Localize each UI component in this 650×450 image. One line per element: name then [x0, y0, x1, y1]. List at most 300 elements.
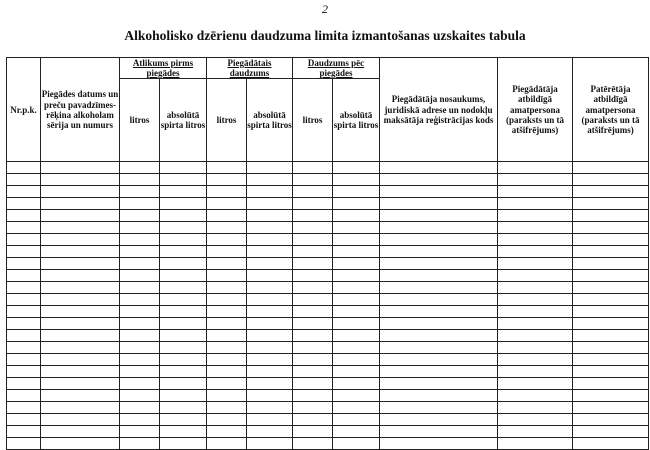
header-nr: Nr.p.k.: [7, 58, 41, 162]
table-cell[interactable]: [207, 198, 247, 210]
table-cell[interactable]: [120, 270, 160, 282]
table-cell[interactable]: [293, 162, 333, 174]
table-cell[interactable]: [120, 402, 160, 414]
table-cell[interactable]: [247, 378, 293, 390]
table-cell[interactable]: [207, 234, 247, 246]
table-cell[interactable]: [41, 318, 120, 330]
table-cell[interactable]: [41, 414, 120, 426]
table-cell[interactable]: [380, 306, 498, 318]
table-cell[interactable]: [573, 414, 649, 426]
table-cell[interactable]: [160, 234, 207, 246]
table-cell[interactable]: [498, 330, 573, 342]
table-cell[interactable]: [207, 186, 247, 198]
table-cell[interactable]: [293, 366, 333, 378]
table-cell[interactable]: [160, 366, 207, 378]
table-cell[interactable]: [7, 210, 41, 222]
table-cell[interactable]: [380, 198, 498, 210]
table-cell[interactable]: [7, 318, 41, 330]
table-cell[interactable]: [7, 426, 41, 438]
table-cell[interactable]: [498, 282, 573, 294]
table-cell[interactable]: [7, 402, 41, 414]
table-cell[interactable]: [247, 246, 293, 258]
table-cell[interactable]: [120, 198, 160, 210]
table-cell[interactable]: [41, 402, 120, 414]
table-cell[interactable]: [160, 246, 207, 258]
table-cell[interactable]: [293, 390, 333, 402]
table-cell[interactable]: [120, 306, 160, 318]
table-cell[interactable]: [160, 354, 207, 366]
table-cell[interactable]: [293, 414, 333, 426]
table-cell[interactable]: [573, 366, 649, 378]
table-cell[interactable]: [293, 354, 333, 366]
header-supplier: Piegādātāja nosaukums, juridiskā adrese un nodokļu maksātāja reģistrācijas kods: [380, 58, 498, 162]
table-cell[interactable]: [380, 354, 498, 366]
table-cell[interactable]: [120, 174, 160, 186]
header-consumer-official: Patērētāja atbildīgā amatpersona (paraksts un tā atšifrējums): [573, 58, 649, 162]
table-cell[interactable]: [293, 174, 333, 186]
table-cell[interactable]: [160, 342, 207, 354]
table-cell[interactable]: [207, 354, 247, 366]
table-cell[interactable]: [160, 378, 207, 390]
table-cell[interactable]: [380, 402, 498, 414]
table-cell[interactable]: [247, 270, 293, 282]
table-cell[interactable]: [41, 330, 120, 342]
table-cell[interactable]: [160, 438, 207, 450]
table-cell[interactable]: [7, 162, 41, 174]
accounting-table: [6, 57, 649, 450]
table-row: [7, 210, 649, 222]
table-cell[interactable]: [333, 402, 380, 414]
table-cell[interactable]: [380, 282, 498, 294]
header-balance-abs-liters: absolūtā spirta litros: [160, 79, 207, 162]
table-cell[interactable]: [247, 282, 293, 294]
table-cell[interactable]: [7, 414, 41, 426]
table-cell[interactable]: [207, 306, 247, 318]
header-after-delivery-label: Daudzums pēc piegādes: [307, 58, 365, 79]
table-cell[interactable]: [498, 354, 573, 366]
table-row: [7, 186, 649, 198]
table-cell[interactable]: [573, 246, 649, 258]
table-cell[interactable]: [573, 342, 649, 354]
table-cell[interactable]: [207, 246, 247, 258]
table-cell[interactable]: [207, 438, 247, 450]
table-cell[interactable]: [41, 390, 120, 402]
table-cell[interactable]: [207, 270, 247, 282]
table-cell[interactable]: [7, 186, 41, 198]
table-cell[interactable]: [7, 330, 41, 342]
table-cell[interactable]: [293, 426, 333, 438]
table-cell[interactable]: [573, 270, 649, 282]
table-cell[interactable]: [380, 366, 498, 378]
table-cell[interactable]: [247, 174, 293, 186]
table-cell[interactable]: [498, 174, 573, 186]
table-cell[interactable]: [333, 270, 380, 282]
table-cell[interactable]: [498, 318, 573, 330]
table-cell[interactable]: [573, 294, 649, 306]
table-cell[interactable]: [247, 258, 293, 270]
table-cell[interactable]: [293, 378, 333, 390]
table-cell[interactable]: [160, 426, 207, 438]
table-cell[interactable]: [41, 210, 120, 222]
table-cell[interactable]: [333, 222, 380, 234]
table-cell[interactable]: [498, 378, 573, 390]
table-cell[interactable]: [7, 282, 41, 294]
table-cell[interactable]: [41, 198, 120, 210]
table-cell[interactable]: [207, 402, 247, 414]
table-cell[interactable]: [247, 198, 293, 210]
table-cell[interactable]: [247, 402, 293, 414]
table-cell[interactable]: [573, 390, 649, 402]
header-delivered-abs-liters: absolūtā spirta litros: [247, 79, 293, 162]
table-row: [7, 246, 649, 258]
table-cell[interactable]: [207, 414, 247, 426]
table-cell[interactable]: [160, 294, 207, 306]
table-cell[interactable]: [247, 234, 293, 246]
table-cell[interactable]: [247, 354, 293, 366]
table-row: [7, 162, 649, 174]
table-cell[interactable]: [293, 210, 333, 222]
table-cell[interactable]: [293, 270, 333, 282]
table-cell[interactable]: [293, 294, 333, 306]
table-cell[interactable]: [7, 366, 41, 378]
table-cell[interactable]: [333, 198, 380, 210]
table-cell[interactable]: [120, 210, 160, 222]
table-cell[interactable]: [498, 210, 573, 222]
table-cell[interactable]: [160, 258, 207, 270]
table-cell[interactable]: [333, 186, 380, 198]
table-cell[interactable]: [41, 306, 120, 318]
table-body: [7, 162, 649, 450]
table-cell[interactable]: [573, 234, 649, 246]
table-cell[interactable]: [120, 354, 160, 366]
table-row: [7, 222, 649, 234]
table-cell[interactable]: [380, 222, 498, 234]
table-cell[interactable]: [380, 210, 498, 222]
table-cell[interactable]: [120, 330, 160, 342]
table-cell[interactable]: [160, 186, 207, 198]
table-cell[interactable]: [120, 294, 160, 306]
table-cell[interactable]: [380, 390, 498, 402]
page-title: Alkoholisko dzērienu daudzuma limita izmantošanas uzskaites tabula: [124, 28, 526, 43]
table-cell[interactable]: [41, 366, 120, 378]
table-cell[interactable]: [293, 402, 333, 414]
table-cell[interactable]: [573, 306, 649, 318]
table-cell[interactable]: [41, 246, 120, 258]
table-cell[interactable]: [7, 378, 41, 390]
header-delivered-label: Piegādātais daudzums: [227, 58, 272, 79]
table-cell[interactable]: [498, 426, 573, 438]
table-cell[interactable]: [498, 294, 573, 306]
table-cell[interactable]: [7, 258, 41, 270]
table-row: [7, 270, 649, 282]
table-cell[interactable]: [498, 186, 573, 198]
header-delivered: [207, 58, 293, 79]
table-cell[interactable]: [573, 402, 649, 414]
table-cell[interactable]: [333, 330, 380, 342]
table-cell[interactable]: [160, 198, 207, 210]
table-row: [7, 402, 649, 414]
table-cell[interactable]: [293, 438, 333, 450]
table-cell[interactable]: [380, 186, 498, 198]
table-cell[interactable]: [207, 366, 247, 378]
table-cell[interactable]: [380, 342, 498, 354]
table-cell[interactable]: [333, 162, 380, 174]
table-cell[interactable]: [573, 162, 649, 174]
table-cell[interactable]: [573, 174, 649, 186]
table-cell[interactable]: [160, 210, 207, 222]
table-cell[interactable]: [7, 174, 41, 186]
table-cell[interactable]: [247, 414, 293, 426]
table-cell[interactable]: [207, 222, 247, 234]
table-cell[interactable]: [380, 438, 498, 450]
table-cell[interactable]: [293, 258, 333, 270]
table-cell[interactable]: [7, 342, 41, 354]
table-cell[interactable]: [247, 330, 293, 342]
table-cell[interactable]: [247, 162, 293, 174]
table-cell[interactable]: [498, 414, 573, 426]
table-cell[interactable]: [247, 366, 293, 378]
table-cell[interactable]: [498, 198, 573, 210]
table-cell[interactable]: [120, 246, 160, 258]
table-cell[interactable]: [293, 330, 333, 342]
table-cell[interactable]: [573, 330, 649, 342]
table-cell[interactable]: [380, 174, 498, 186]
table-cell[interactable]: [41, 354, 120, 366]
table-cell[interactable]: [498, 270, 573, 282]
table-cell[interactable]: [41, 174, 120, 186]
table-cell[interactable]: [573, 222, 649, 234]
table-cell[interactable]: [160, 270, 207, 282]
table-cell[interactable]: [333, 354, 380, 366]
table-cell[interactable]: [498, 246, 573, 258]
table-cell[interactable]: [41, 222, 120, 234]
table-cell[interactable]: [247, 390, 293, 402]
table-cell[interactable]: [380, 162, 498, 174]
table-row: [7, 342, 649, 354]
table-cell[interactable]: [380, 318, 498, 330]
table-cell[interactable]: [41, 162, 120, 174]
header-after-liters: litros: [293, 79, 333, 162]
table-cell[interactable]: [333, 426, 380, 438]
table-cell[interactable]: [247, 426, 293, 438]
table-cell[interactable]: [7, 234, 41, 246]
table-cell[interactable]: [573, 210, 649, 222]
table-cell[interactable]: [160, 390, 207, 402]
table-cell[interactable]: [333, 210, 380, 222]
table-cell[interactable]: [7, 246, 41, 258]
table-cell[interactable]: [120, 282, 160, 294]
table-row: [7, 354, 649, 366]
table-cell[interactable]: [7, 270, 41, 282]
table-cell[interactable]: [160, 402, 207, 414]
table-cell[interactable]: [247, 294, 293, 306]
table-cell[interactable]: [498, 366, 573, 378]
table-cell[interactable]: [498, 306, 573, 318]
table-cell[interactable]: [498, 234, 573, 246]
table-row: [7, 366, 649, 378]
table-cell[interactable]: [207, 258, 247, 270]
table-cell[interactable]: [247, 222, 293, 234]
table-cell[interactable]: [380, 426, 498, 438]
table-cell[interactable]: [120, 258, 160, 270]
table-cell[interactable]: [573, 378, 649, 390]
table-row: [7, 378, 649, 390]
table-cell[interactable]: [247, 438, 293, 450]
table-cell[interactable]: [160, 414, 207, 426]
table-cell[interactable]: [573, 282, 649, 294]
table-cell[interactable]: [207, 330, 247, 342]
header-balance-before-label: Atlikums pirms piegādes: [132, 58, 194, 79]
table-cell[interactable]: [380, 270, 498, 282]
table-cell[interactable]: [207, 162, 247, 174]
table-cell[interactable]: [160, 222, 207, 234]
table-cell[interactable]: [573, 258, 649, 270]
table-cell[interactable]: [498, 222, 573, 234]
table-cell[interactable]: [120, 186, 160, 198]
table-cell[interactable]: [41, 282, 120, 294]
table-cell[interactable]: [160, 162, 207, 174]
table-cell[interactable]: [7, 354, 41, 366]
table-cell[interactable]: [41, 378, 120, 390]
header-after-delivery: [293, 58, 380, 79]
table-cell[interactable]: [160, 282, 207, 294]
table-cell[interactable]: [120, 378, 160, 390]
table-cell[interactable]: [333, 414, 380, 426]
table-cell[interactable]: [293, 342, 333, 354]
table-cell[interactable]: [333, 234, 380, 246]
table-cell[interactable]: [207, 174, 247, 186]
table-cell[interactable]: [7, 306, 41, 318]
table-cell[interactable]: [247, 186, 293, 198]
table-cell[interactable]: [120, 438, 160, 450]
table-cell[interactable]: [207, 294, 247, 306]
table-row: [7, 234, 649, 246]
table-cell[interactable]: [573, 318, 649, 330]
table-cell[interactable]: [333, 246, 380, 258]
table-cell[interactable]: [293, 282, 333, 294]
table-cell[interactable]: [498, 342, 573, 354]
table-cell[interactable]: [573, 438, 649, 450]
table-cell[interactable]: [333, 174, 380, 186]
table-cell[interactable]: [498, 438, 573, 450]
table-cell[interactable]: [120, 366, 160, 378]
table-cell[interactable]: [207, 282, 247, 294]
table-cell[interactable]: [293, 234, 333, 246]
table-cell[interactable]: [207, 378, 247, 390]
header-delivered-liters: litros: [207, 79, 247, 162]
table-cell[interactable]: [41, 426, 120, 438]
table-row: [7, 438, 649, 450]
table-cell[interactable]: [333, 390, 380, 402]
table-cell[interactable]: [380, 234, 498, 246]
table-cell[interactable]: [207, 318, 247, 330]
table-cell[interactable]: [498, 258, 573, 270]
table-cell[interactable]: [573, 186, 649, 198]
table-cell[interactable]: [41, 438, 120, 450]
header-balance-before: [120, 58, 207, 79]
table-cell[interactable]: [41, 258, 120, 270]
table-cell[interactable]: [160, 306, 207, 318]
table-cell[interactable]: [7, 438, 41, 450]
table-cell[interactable]: [333, 366, 380, 378]
table-cell[interactable]: [41, 234, 120, 246]
table-cell[interactable]: [207, 210, 247, 222]
table-cell[interactable]: [120, 414, 160, 426]
table-row: [7, 390, 649, 402]
table-cell[interactable]: [7, 222, 41, 234]
table-cell[interactable]: [380, 246, 498, 258]
table-cell[interactable]: [247, 318, 293, 330]
table-cell[interactable]: [120, 390, 160, 402]
table-cell[interactable]: [498, 390, 573, 402]
header-supplier-official: Piegādātāja atbildīgā amatpersona (paraksts un tā atšifrējums): [498, 58, 573, 162]
table-cell[interactable]: [207, 342, 247, 354]
table-cell[interactable]: [7, 390, 41, 402]
table-cell[interactable]: [380, 294, 498, 306]
table-row: [7, 318, 649, 330]
table-cell[interactable]: [247, 210, 293, 222]
table-row: [7, 306, 649, 318]
table-cell[interactable]: [293, 198, 333, 210]
table-cell[interactable]: [498, 402, 573, 414]
table-cell[interactable]: [380, 330, 498, 342]
table-cell[interactable]: [293, 246, 333, 258]
table-cell[interactable]: [293, 222, 333, 234]
table-cell[interactable]: [573, 354, 649, 366]
table-cell[interactable]: [120, 222, 160, 234]
table-cell[interactable]: [41, 270, 120, 282]
table-cell[interactable]: [333, 294, 380, 306]
table-cell[interactable]: [207, 390, 247, 402]
table-cell[interactable]: [333, 258, 380, 270]
table-cell[interactable]: [333, 342, 380, 354]
table-cell[interactable]: [333, 282, 380, 294]
table-cell[interactable]: [333, 438, 380, 450]
table-cell[interactable]: [7, 198, 41, 210]
table-cell[interactable]: [573, 426, 649, 438]
table-cell[interactable]: [333, 306, 380, 318]
table-cell[interactable]: [120, 318, 160, 330]
table-cell[interactable]: [120, 426, 160, 438]
table-cell[interactable]: [293, 186, 333, 198]
table-cell[interactable]: [498, 162, 573, 174]
table-cell[interactable]: [120, 342, 160, 354]
table-row: [7, 294, 649, 306]
table-cell[interactable]: [333, 318, 380, 330]
table-cell[interactable]: [160, 318, 207, 330]
table-cell[interactable]: [247, 306, 293, 318]
table-cell[interactable]: [207, 426, 247, 438]
table-cell[interactable]: [333, 378, 380, 390]
table-cell[interactable]: [293, 306, 333, 318]
table-cell[interactable]: [120, 162, 160, 174]
table-cell[interactable]: [160, 330, 207, 342]
table-cell[interactable]: [380, 378, 498, 390]
table-cell[interactable]: [120, 234, 160, 246]
table-cell[interactable]: [41, 342, 120, 354]
table-cell[interactable]: [573, 198, 649, 210]
table-cell[interactable]: [7, 294, 41, 306]
table-row: [7, 330, 649, 342]
table-cell[interactable]: [293, 318, 333, 330]
table-cell[interactable]: [247, 342, 293, 354]
table-cell[interactable]: [41, 186, 120, 198]
table-cell[interactable]: [380, 414, 498, 426]
table-cell[interactable]: [41, 294, 120, 306]
table-row: [7, 426, 649, 438]
table-cell[interactable]: [380, 258, 498, 270]
table-cell[interactable]: [160, 174, 207, 186]
